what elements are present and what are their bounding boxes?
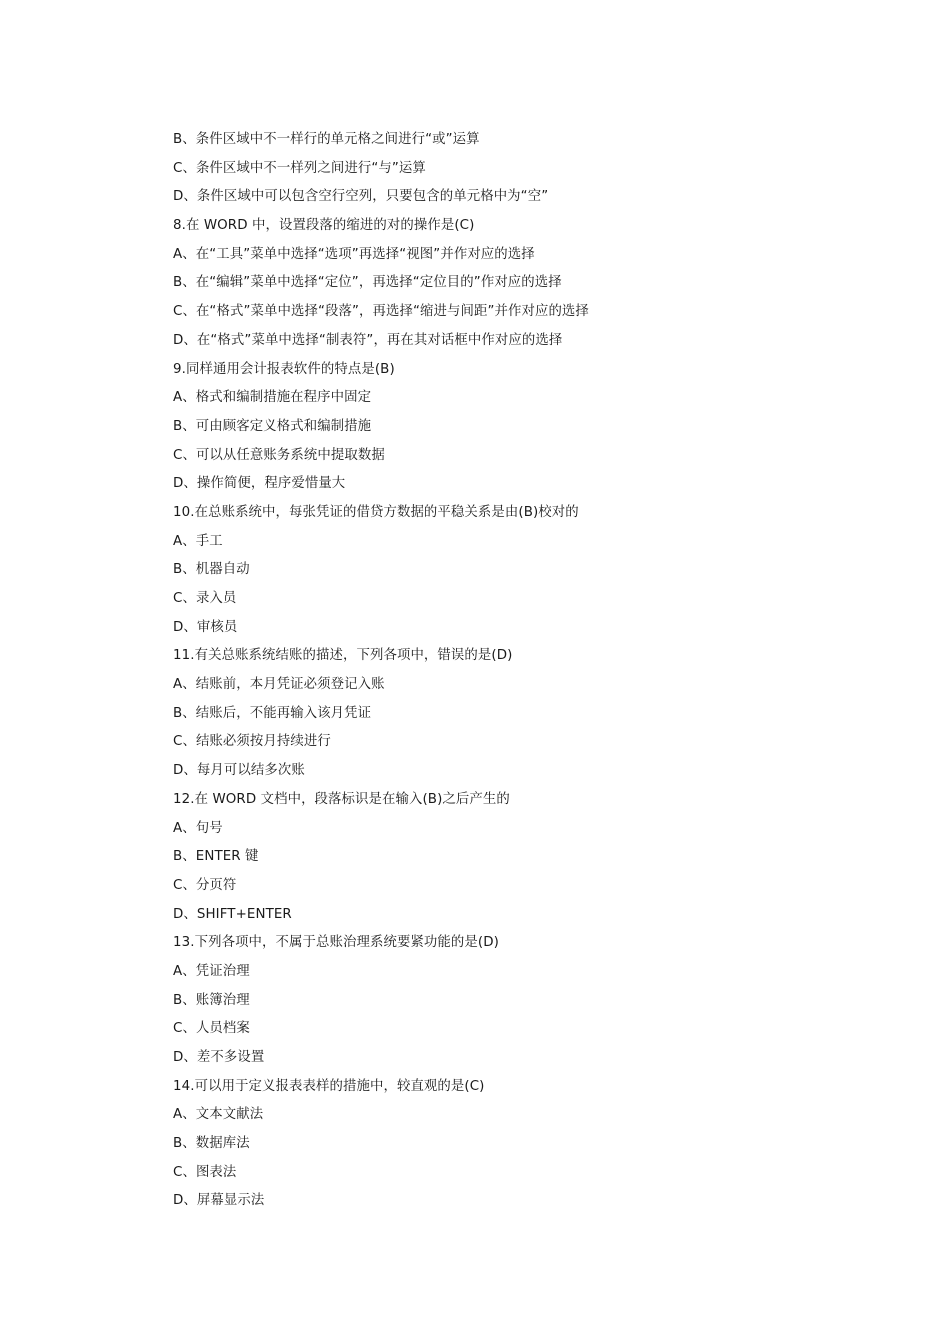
option-line: D、每月可以结多次账 xyxy=(173,763,305,779)
option-line: B、条件区域中不一样行的单元格之间进行“或”运算 xyxy=(173,132,480,147)
question-line: 13.下列各项中，不属于总账治理系统要紧功能的是(D) xyxy=(173,935,499,951)
option-line: C、录入员 xyxy=(173,591,237,606)
question-line: 9.同样通用会计报表软件的特点是(B) xyxy=(173,361,395,377)
option-line: D、SHIFT+ENTER xyxy=(173,906,292,922)
option-line: B、可由顾客定义格式和编制措施 xyxy=(173,418,372,434)
option-line: D、审核员 xyxy=(173,619,238,635)
option-line: A、手工 xyxy=(173,533,223,549)
option-line: C、在“格式”菜单中选择“段落”，再选择“缩进与间距”并作对应的选择 xyxy=(173,304,589,320)
option-line: D、条件区域中可以包含空行空列，只要包含的单元格中为“空” xyxy=(173,189,549,205)
option-line: B、在“编辑”菜单中选择“定位”，再选择“定位目的”作对应的选择 xyxy=(173,275,562,291)
option-line: B、账簿治理 xyxy=(173,992,250,1008)
option-line: B、ENTER 键 xyxy=(173,849,259,865)
option-line: A、结账前，本月凭证必须登记入账 xyxy=(173,677,385,693)
option-line: D、屏幕显示法 xyxy=(173,1193,265,1209)
option-line: A、格式和编制措施在程序中固定 xyxy=(173,390,372,406)
option-line: A、凭证治理 xyxy=(173,963,250,979)
question-line: 14.可以用于定义报表表样的措施中，较直观的是(C) xyxy=(173,1078,485,1094)
option-line: D、差不多设置 xyxy=(173,1050,265,1065)
option-line: A、文本文献法 xyxy=(173,1107,264,1123)
option-line: C、人员档案 xyxy=(173,1021,250,1037)
option-line: D、在“格式”菜单中选择“制表符”，再在其对话框中作对应的选择 xyxy=(173,332,563,348)
option-line: D、操作简便，程序爱惜量大 xyxy=(173,476,346,492)
question-line: 11.有关总账系统结账的描述，下列各项中，错误的是(D) xyxy=(173,648,513,664)
option-line: C、结账必须按月持续进行 xyxy=(173,734,331,750)
option-line: B、数据库法 xyxy=(173,1136,250,1152)
question-line: 8.在 WORD 中，设置段落的缩进的对的操作是(C) xyxy=(173,218,475,234)
question-line: 10.在总账系统中，每张凭证的借贷方数据的平稳关系是由(B)校对的 xyxy=(173,504,579,520)
option-line: C、条件区域中不一样列之间进行“与”运算 xyxy=(173,160,426,176)
option-line: A、句号 xyxy=(173,820,223,836)
option-line: C、分页符 xyxy=(173,877,237,893)
option-line: B、结账后，不能再输入该月凭证 xyxy=(173,705,372,721)
option-line: C、图表法 xyxy=(173,1164,237,1180)
option-line: C、可以从任意账务系统中提取数据 xyxy=(173,447,385,463)
option-line: A、在“工具”菜单中选择“选项”再选择“视图”并作对应的选择 xyxy=(173,246,535,262)
option-line: B、机器自动 xyxy=(173,562,250,578)
document-body xyxy=(173,126,893,1216)
question-line: 12.在 WORD 文档中，段落标识是在输入(B)之后产生的 xyxy=(173,791,510,807)
